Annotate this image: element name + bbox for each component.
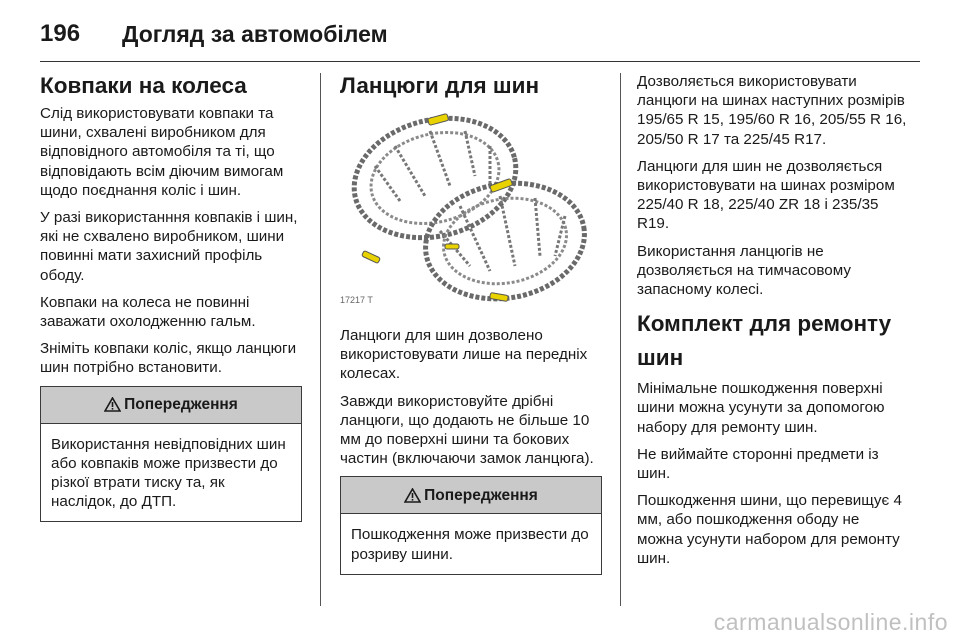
section-heading-tyre-repair-kit: Комплект для ремонту шин [637,311,892,371]
column-divider-1 [320,73,321,606]
warning-header [41,387,301,424]
warning-text: Використання невідповідних шин або ковпаків може призвести до різкої втрати тиску та, як наслідок, до ДТП. [51,435,286,511]
figure-label: 17217 T [340,294,373,305]
section-heading-snow-chains: Ланцюги для шин [340,73,540,98]
watermark: carmanualsonline.info [713,609,948,635]
paragraph: Не виймайте сторонні предмети із шин. [637,445,879,483]
paragraph: Завжди використовуйте дрібні ланцюги, що додають не більше 10 мм до поверхні шини та бокових частин (включаючи замок ланцюга). [340,392,594,468]
warning-triangle-icon [404,488,421,503]
snow-chains-illustration [340,106,594,312]
section-heading-wheel-covers: Ковпаки на колеса [40,73,247,98]
column-2 [340,72,602,575]
page-header [40,14,388,54]
warning-box [40,386,302,523]
page-number: 196 [40,20,81,47]
chapter-title: Догляд за автомобілем [122,20,388,47]
column-divider-2 [620,73,621,606]
warning-triangle-icon [104,397,121,412]
paragraph: Ковпаки на колеса не повинні заважати охолодженню гальм. [40,293,256,331]
warning-header [341,477,601,514]
paragraph: У разі використанння ковпаків і шин, які не схвалено виробником, шини повинні мати захисний профіль ободу. [40,209,298,284]
paragraph: Використання ланцюгів не дозволяється на тимчасовому запасному колесі. [637,242,851,299]
column-1 [40,72,302,522]
snow-chain-drawing [340,106,594,312]
paragraph: Ланцюги для шин не дозволяється використовувати на шинах розміром 225/40 R 18, 225/40 ZR 18 і 235/35 R19. [637,157,895,233]
warning-title: Попередження [124,396,238,414]
paragraph: Слід використовувати ковпаки та шини, схвалені виробником для відповідного автомобіля та ті, що відповідають всім діючим вимогам щодо поєднання коліс і шин. [40,105,284,199]
warning-box [340,476,602,574]
paragraph: Ланцюги для шин дозволено використовувати лише на передніх колесах. [340,327,588,383]
warning-text: Пошкодження може призвести до розриву шини. [351,526,589,563]
column-3 [637,72,909,576]
paragraph: Мінімальне пошкодження поверхні шини можна усунути за допомогою набору для ремонту шин. [637,380,885,436]
paragraph: Пошкодження шини, що перевищує 4 мм, або пошкодження ободу не можна усунути набором для ремонту шин. [637,492,902,567]
paragraph: Зніміть ковпаки коліс, якщо ланцюги шин потрібно встановити. [40,340,297,377]
paragraph: Дозволяється використовувати ланцюги на шинах наступних розмірів 195/65 R 15, 195/60 R 16, 205/55 R 16, 205/50 R 17 та 225/45 R17. [637,73,907,148]
warning-title: Попередження [424,486,538,504]
header-rule [40,61,920,62]
